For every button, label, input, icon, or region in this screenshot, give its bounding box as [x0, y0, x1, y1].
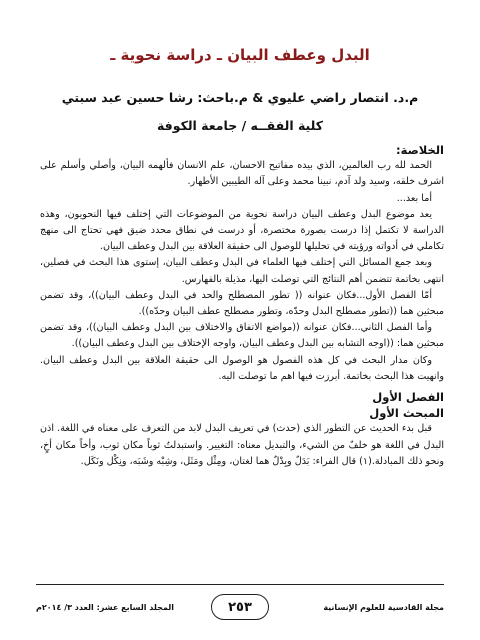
- paragraph-topic: يعد موضوع البدل وعطف البيان دراسة نحوية من الموضوعات التي إختلف فيها النحويون، وهذه الدراسة لا تكتمل إذا درست بصورة مختصرة، أو درست في نطاق محدد ضيق فهي تحتاج الى منهج تكاملي في أدواته ورؤيته في تحليلها للوصول الى حقيقة العلاقة بين البدل وعطف البيان.: [40, 208, 444, 253]
- paragraph-intro: الحمد لله رب العالمين، الذي بيده مفاتيح الاحسان، علم الانسان فألهمه البيان، وأصلي وأسلم على اشرف خلقه، وسيد ولد آدم، نبينا محمد وعلى آله الطيبين الأطهار.: [40, 160, 444, 188]
- paragraph-conclusion: وكان مدار البحث في كل هذه الفصول هو الوصول الى حقيقة العلاقة بين البدل وعطف البيان. وانهيت هذا البحث بخاتمة. أبرزت فيها اهم ما توصلت اليه.: [40, 354, 444, 382]
- paragraph-amma-baad: أما بعد...: [396, 192, 432, 204]
- authors-line: م.د. انتصار راضي عليوي & م.باحث: رشا حسين عبد سبتي: [61, 90, 419, 105]
- abstract-heading: الخلاصة:: [396, 143, 444, 157]
- journal-name: مجلة القادسية للعلوم الإنسانية: [323, 602, 444, 612]
- issue-info: المجلد السابع عشر: العدد ٣/ ٢٠١٤م: [36, 602, 175, 612]
- paragraph-chapter-one: أمّا الفصل الأول...فكان عنوانه (( تطور المصطلح والحد في البدل وعطف البيان))، وقد تضمن مبحثين هما ((تطور مصطلح البدل وحدّه، وتطور مصطلح عطف البيان وحدّه)).: [40, 289, 444, 318]
- page-footer: [36, 590, 444, 624]
- chapter-heading: الفصل الأول: [372, 390, 444, 405]
- paragraph-definition: قبل بدء الحديث عن التطور الذي (حدث) في تعريف البدل لابد من التعرف على معناه في اللغة. اذن البدل في اللغة هو خلفٌ من الشيء، والتبديل معناه: التغيير. واستبدلتُ ثوباً مكان ثوب، وأخاً مكان أخٍ، ونحو ذلك المبادلة.(١) قال الفراء: بَدَلٌ وبِدْلٌ هما لغتان، ومِثْل ومَثَل، وشِبْه وشَبَه، ونِكْل ونَكَل.: [40, 423, 444, 467]
- affiliation-line: كلية الفقــه / جامعة الكوفة: [156, 118, 324, 133]
- page-number: ٢٥٣: [211, 594, 269, 620]
- section-heading: المبحث الأول: [369, 406, 444, 421]
- paper-title: البدل وعطف البيان ـ دراسة نحوية ـ: [110, 46, 370, 64]
- paragraph-structure: وبعد جمع المسائل التي إختلف فيها العلماء في البدل وعطف البيان، إستوى هذا البحث في فصلين، انتهى بخاتمة تتضمن أهم النتائج التي توصلت اليها، مذيلة بالفهارس.: [40, 257, 444, 285]
- paragraph-chapter-two: وأما الفصل الثاني...فكان عنوانه ((مواضع الاتفاق والاختلاف بين البدل وعطف البيان))، وقد تضمن مبحثين هما: ((اوجه التشابه بين البدل وعطف البيان، واوجه الإختلاف بين البدل وعطف البيان)).: [40, 322, 444, 350]
- body-text: [40, 142, 444, 470]
- footer-divider: [36, 584, 444, 585]
